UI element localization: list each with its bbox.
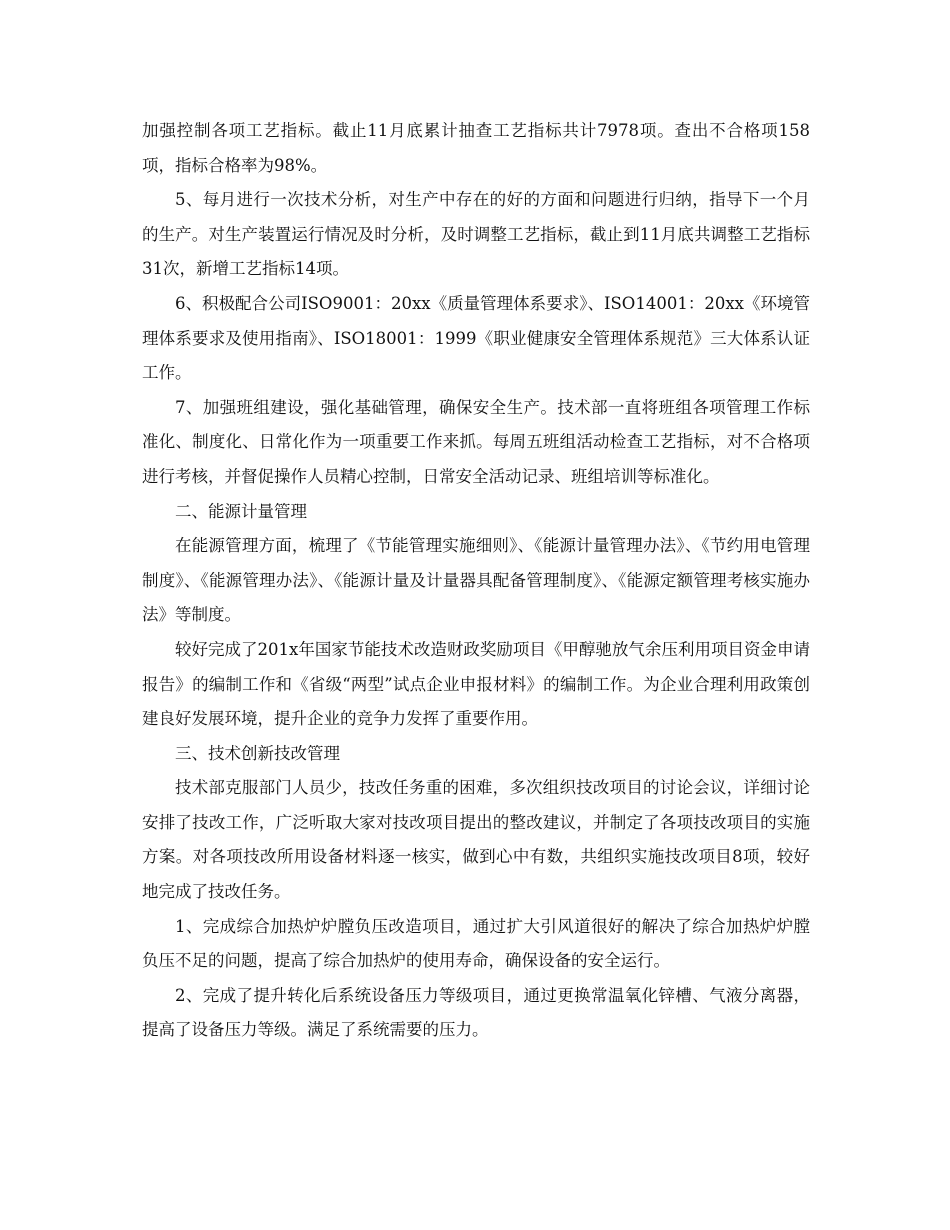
paragraph-item-6: 6、积极配合公司ISO9001：20xx《质量管理体系要求》、ISO14001：20xx《环境管理体系要求及使用指南》、ISO18001：1999《职业健康安全管理体系规范》三大体系认证工作。 xyxy=(142,293,810,383)
document-body xyxy=(142,114,810,1048)
section-heading-innovation: 三、技术创新技改管理 xyxy=(175,743,340,763)
paragraph-item-1: 1、完成综合加热炉炉膛负压改造项目，通过扩大引风道很好的解决了综合加热炉炉膛负压不足的问题，提高了综合加热炉的使用寿命，确保设备的安全运行。 xyxy=(142,916,810,971)
paragraph-continuation: 加强控制各项工艺指标。截止11月底累计抽查工艺指标共计7978项。查出不合格项158项，指标合格率为98%。 xyxy=(142,121,810,175)
paragraph-energy-project: 较好完成了201x年国家节能技术改造财政奖励项目《甲醇驰放气余压利用项目资金申请报告》的编制工作和《省级“两型”试点企业申报材料》的编制工作。为企业合理利用政策创建良好发展环境，提升企业的竞争力发挥了重要作用。 xyxy=(142,639,810,729)
paragraph-item-2: 2、完成了提升转化后系统设备压力等级项目，通过更换常温氧化锌槽、气液分离器，提高了设备压力等级。满足了系统需要的压力。 xyxy=(142,985,810,1040)
paragraph-innovation-summary: 技术部克服部门人员少，技改任务重的困难，多次组织技改项目的讨论会议，详细讨论安排了技改工作，广泛听取大家对技改项目提出的整改建议，并制定了各项技改项目的实施方案。对各项技改所用设备材料逐一核实，做到心中有数，共组织实施技改项目8项，较好地完成了技改任务。 xyxy=(142,778,810,902)
paragraph-energy-management: 在能源管理方面，梳理了《节能管理实施细则》、《能源计量管理办法》、《节约用电管理制度》、《能源管理办法》、《能源计量及计量器具配备管理制度》、《能源定额管理考核实施办法》等制度。 xyxy=(142,536,810,625)
section-heading-energy: 二、能源计量管理 xyxy=(175,501,307,521)
paragraph-item-7: 7、加强班组建设，强化基础管理，确保安全生产。技术部一直将班组各项管理工作标准化、制度化、日常化作为一项重要工作来抓。每周五班组活动检查工艺指标，对不合格项进行考核，并督促操作人员精心控制，日常安全活动记录、班组培训等标准化。 xyxy=(142,397,810,486)
paragraph-item-5: 5、每月进行一次技术分析，对生产中存在的好的方面和问题进行归纳，指导下一个月的生产。对生产装置运行情况及时分析，及时调整工艺指标，截止到11月底共调整工艺指标31次，新增工艺指标14项。 xyxy=(142,190,810,279)
